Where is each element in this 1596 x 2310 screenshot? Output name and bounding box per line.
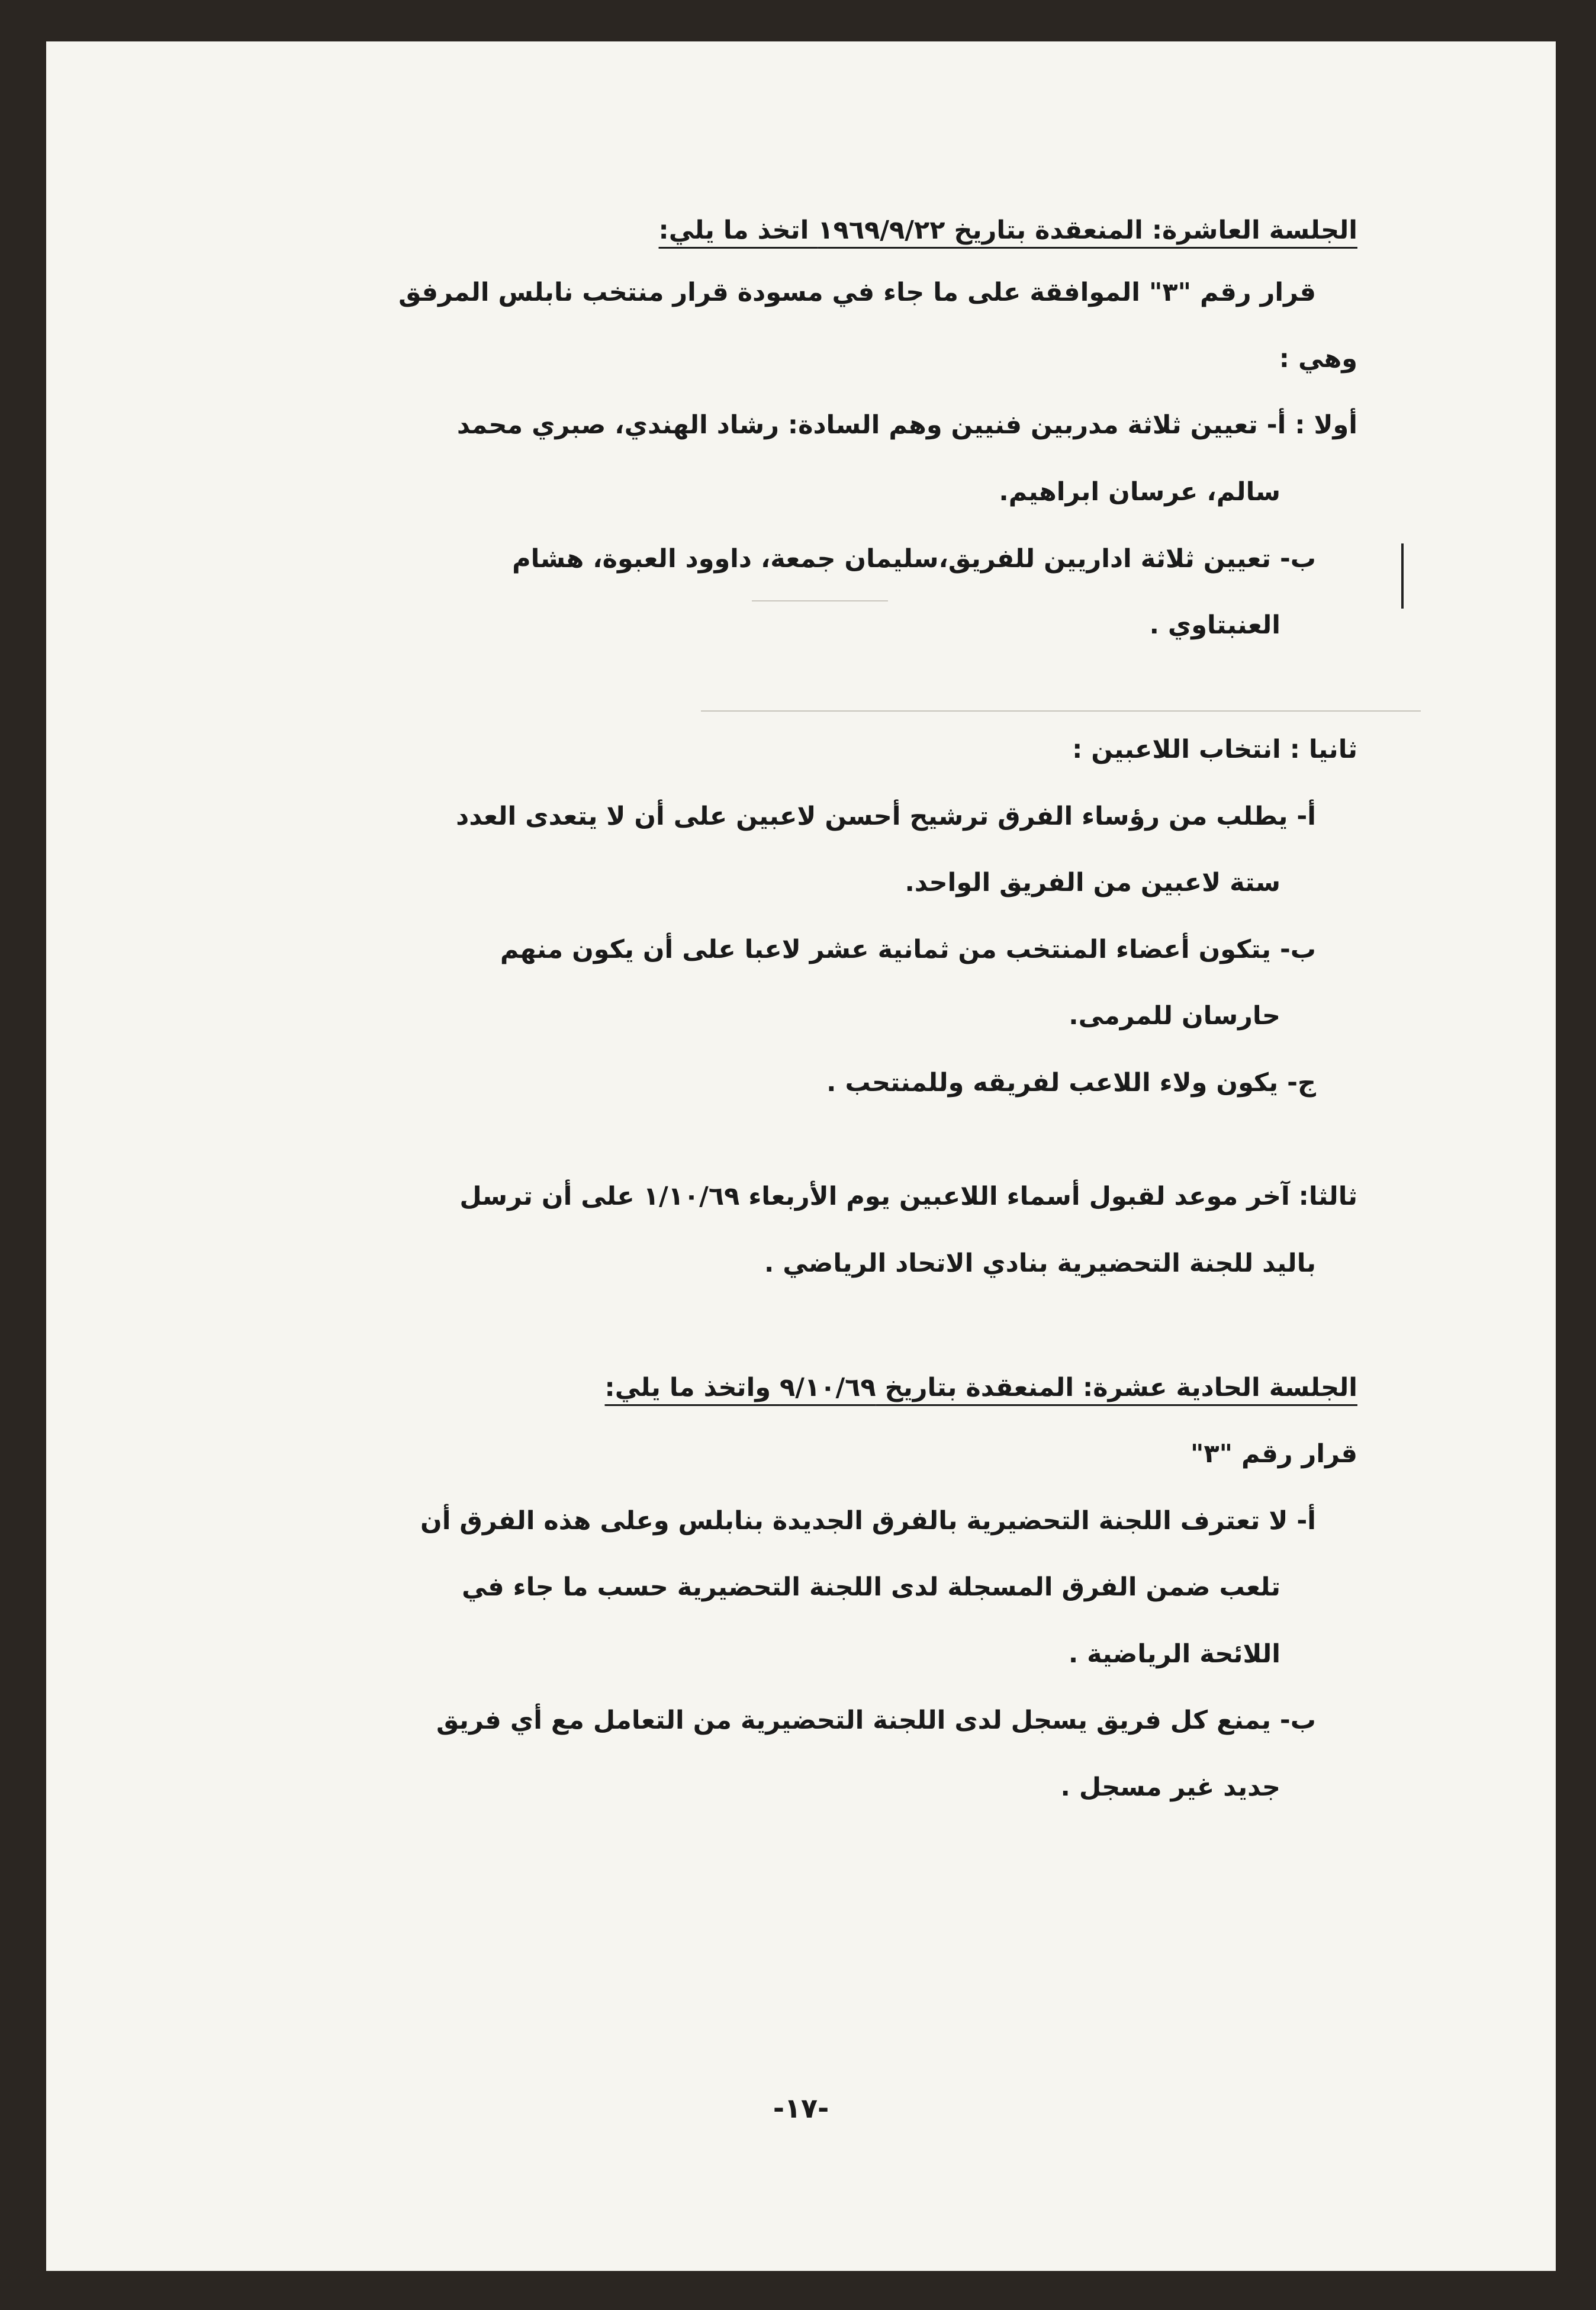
decision-intro-line-2: وهي : <box>1279 344 1357 374</box>
session-11-item-b-line-2: جديد غير مسجل . <box>1060 1772 1280 1802</box>
document-page <box>46 41 1556 2271</box>
first-item-b-line-1: ب- تعيين ثلاثة اداريين للفريق،سليمان جمعة، داوود العبوة، هشام <box>512 544 1316 574</box>
session-11-item-b-line-1: ب- يمنع كل فريق يسجل لدى اللجنة التحضيرية من التعامل مع أي فريق <box>436 1706 1316 1735</box>
second-item-b-line-2: حارسان للمرمى. <box>1069 1001 1280 1031</box>
third-item-line-2: باليد للجنة التحضيرية بنادي الاتحاد الرياضي . <box>764 1249 1316 1278</box>
second-item-a-line-2: ستة لاعبين من الفريق الواحد. <box>905 868 1280 897</box>
margin-mark <box>1401 543 1404 609</box>
session-11-item-a-line-3: اللائحة الرياضية . <box>1068 1639 1280 1669</box>
first-item-a-line-2: سالم، عرسان ابراهيم. <box>999 477 1280 507</box>
session-11-item-a-line-1: أ- لا تعترف اللجنة التحضيرية بالفرق الجديدة بنابلس وعلى هذه الفرق أن <box>420 1506 1316 1536</box>
faint-rule <box>752 600 888 601</box>
second-section-title: ثانيا : انتخاب اللاعبين : <box>1072 735 1357 764</box>
second-item-c: ج- يكون ولاء اللاعب لفريقه وللمنتحب . <box>826 1068 1316 1098</box>
page-number: -١٧- <box>773 2092 829 2124</box>
first-item-a-line-1: أولا : أ- تعيين ثلاثة مدربين فنيين وهم السادة: رشاد الهندي، صبري محمد <box>456 410 1357 440</box>
decision-intro-line-1: قرار رقم "٣" الموافقة على ما جاء في مسودة قرار منتخب نابلس المرفق <box>398 278 1316 307</box>
first-item-b-line-2: العنبتاوي . <box>1149 610 1280 640</box>
decision-label: قرار رقم "٣" <box>1190 1439 1357 1469</box>
faint-rule <box>701 710 1421 712</box>
session-11-heading: الجلسة الحادية عشرة: المنعقدة بتاريخ ٩/١٠/٦٩ واتخذ ما يلي: <box>604 1373 1357 1402</box>
second-item-b-line-1: ب- يتكون أعضاء المنتخب من ثمانية عشر لاعبا على أن يكون منهم <box>500 935 1316 964</box>
third-item-line-1: ثالثا: آخر موعد لقبول أسماء اللاعبين يوم الأربعاء ١/١٠/٦٩ على أن ترسل <box>459 1182 1357 1211</box>
session-10-heading: الجلسة العاشرة: المنعقدة بتاريخ ١٩٦٩/٩/٢٢ اتخذ ما يلي: <box>658 215 1357 245</box>
session-11-item-a-line-2: تلعب ضمن الفرق المسجلة لدى اللجنة التحضيرية حسب ما جاء في <box>462 1572 1280 1602</box>
second-item-a-line-1: أ- يطلب من رؤساء الفرق ترشيح أحسن لاعبين على أن لا يتعدى العدد <box>456 802 1316 831</box>
